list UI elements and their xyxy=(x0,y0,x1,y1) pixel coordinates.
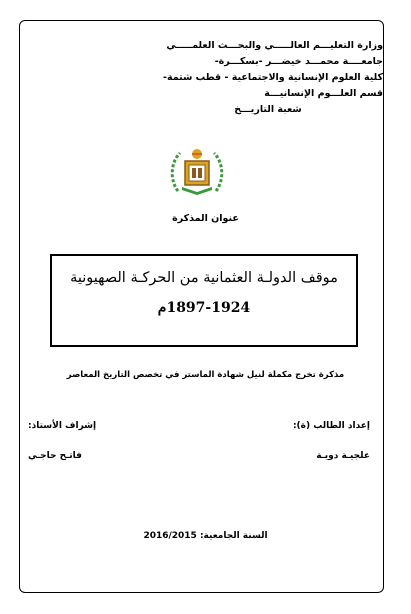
labels-row xyxy=(28,421,370,431)
prepared-by-label: إعداد الطالب (ة): xyxy=(292,421,370,431)
supervisor-label: إشراف الأستاذ: xyxy=(28,421,97,431)
thesis-title: موقف الدولـة العثمانية من الحركـة الصهيونية xyxy=(70,270,338,286)
university-line: جامعــــة محمـــد خيضـــر -بسكـــرة- xyxy=(214,56,383,67)
academic-year: السنة الجامعية: 2016/2015 xyxy=(143,531,268,541)
university-logo xyxy=(168,145,226,197)
branch-line: شعبة التاريـــخ xyxy=(234,104,302,115)
names-row xyxy=(28,451,370,461)
thesis-note: مذكرة تخرج مكملة لنيل شهادة الماستر في تخصص التاريخ المعاصر xyxy=(66,370,345,380)
subject-caption: عنوان المذكرة xyxy=(172,213,239,224)
student-name: علجيـة دويـة xyxy=(316,451,370,461)
faculty-line: كلية العلوم الإنسانية والاجتماعية - قطب شتمة- xyxy=(163,72,383,83)
institution-header xyxy=(43,38,383,118)
department-line: قسم العلـــوم الإنسانيـــة xyxy=(264,88,383,99)
thesis-title-box xyxy=(50,254,358,347)
thesis-period: 1897-1924م xyxy=(157,300,251,316)
ministry-line: وزارة التعليـــم العالـــــي والبحـــث العلمـــــي xyxy=(166,40,383,51)
supervisor-name: فاتـح حاجـي xyxy=(28,451,82,461)
